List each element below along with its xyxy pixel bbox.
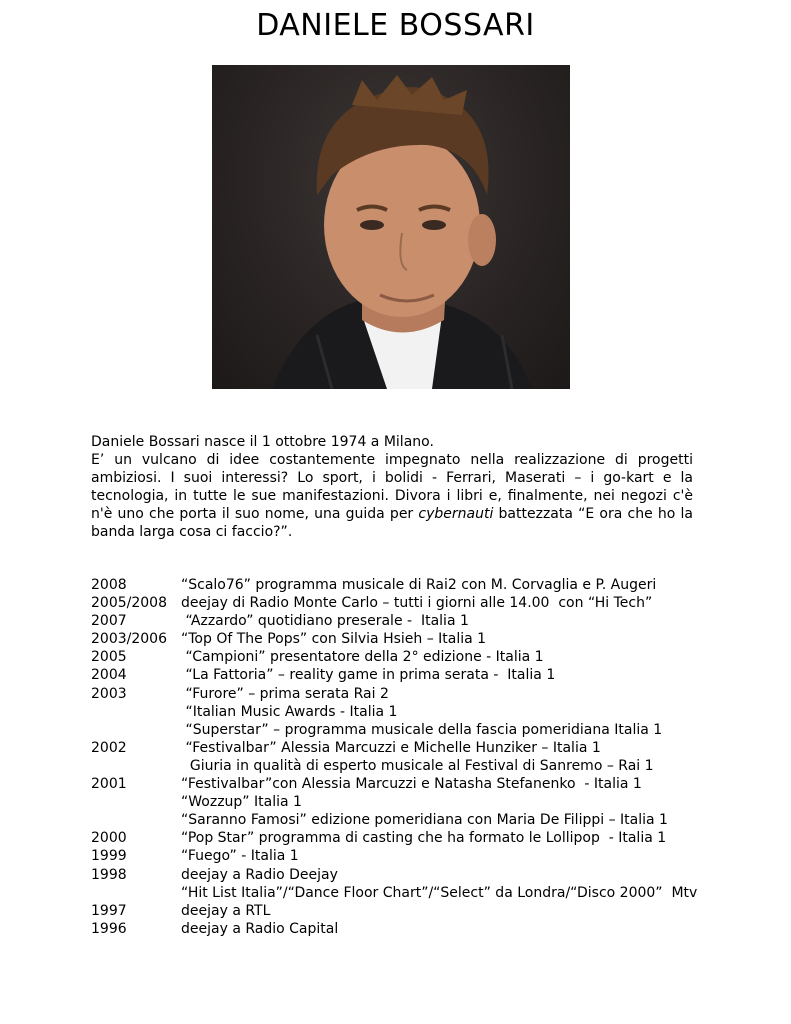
portrait-illustration xyxy=(212,65,570,389)
career-row xyxy=(91,902,731,920)
career-year: 2000 xyxy=(91,830,127,847)
career-year: 1998 xyxy=(91,866,127,883)
career-event: “Azzardo” quotidiano preserale - Italia 1 xyxy=(181,613,469,630)
career-year xyxy=(91,757,181,775)
bio-italic-word: cybernauti xyxy=(418,506,494,522)
career-event: “Fuego” - Italia 1 xyxy=(181,848,299,865)
career-event: “Wozzup” Italia 1 xyxy=(181,794,302,811)
career-year xyxy=(91,703,181,721)
career-row xyxy=(91,721,731,739)
career-row xyxy=(91,811,731,829)
career-year xyxy=(91,721,181,739)
career-year: 2005 xyxy=(91,649,127,666)
career-row xyxy=(91,775,731,793)
career-event: “Festivalbar”con Alessia Marcuzzi e Natasha Stefanenko - Italia 1 xyxy=(181,776,642,793)
career-row xyxy=(91,666,731,684)
career-year: 2003 xyxy=(91,685,127,702)
career-year xyxy=(91,793,181,811)
career-event: “Pop Star” programma di casting che ha formato le Lollipop - Italia 1 xyxy=(181,830,667,847)
career-event: deejay a Radio Deejay xyxy=(181,866,338,883)
career-event: “Top Of The Pops” con Silvia Hsieh – Italia 1 xyxy=(181,631,487,648)
career-row xyxy=(91,866,731,884)
career-year: 2001 xyxy=(91,776,127,793)
career-event: deejay di Radio Monte Carlo – tutti i giorni alle 14.00 con “Hi Tech” xyxy=(181,595,653,612)
career-row xyxy=(91,793,731,811)
career-row xyxy=(91,594,731,612)
page-title: DANIELE BOSSARI xyxy=(256,8,535,43)
career-year: 2004 xyxy=(91,667,127,684)
career-year: 1997 xyxy=(91,902,127,919)
career-event: “Superstar” – programma musicale della fascia pomeridiana Italia 1 xyxy=(181,721,663,738)
career-row xyxy=(91,703,731,721)
career-event: “Furore” – prima serata Rai 2 xyxy=(181,685,389,702)
bio-text: E’ un vulcano di idee costantemente impegnato nella realizzazione di progetti ambiziosi. I suoi interessi? Lo sport, i bolidi - Ferrari, Maserati – i go-kart e la tecnologia, in tutte le sue manifestazioni. Divora i libri e, finalmente, nei negozi c'è n'è uno che porta il suo nome, una guida per xyxy=(91,452,693,522)
career-event: deejay a RTL xyxy=(181,902,271,919)
career-year: 2002 xyxy=(91,739,127,756)
career-year: 2007 xyxy=(91,613,127,630)
career-year: 2008 xyxy=(91,577,127,593)
career-year xyxy=(91,811,181,829)
career-list xyxy=(91,576,731,938)
career-year: 1999 xyxy=(91,848,127,865)
career-row xyxy=(91,884,731,902)
career-event: deejay a Radio Capital xyxy=(181,920,339,937)
career-row xyxy=(91,829,731,847)
career-event: Giuria in qualità di esperto musicale al Festival di Sanremo – Rai 1 xyxy=(181,757,654,774)
bio-birth-line: Daniele Bossari nasce il 1 ottobre 1974 a Milano. xyxy=(91,434,434,450)
career-year: 1996 xyxy=(91,920,127,937)
career-row xyxy=(91,612,731,630)
career-row xyxy=(91,920,731,938)
career-event: “Campioni” presentatore della 2° edizione - Italia 1 xyxy=(181,649,544,666)
career-row xyxy=(91,648,731,666)
career-event: “La Fattoria” – reality game in prima serata - Italia 1 xyxy=(181,667,556,684)
bio-text-end: battezzata “E ora che ho la banda larga cosa ci faccio?”. xyxy=(91,506,694,540)
career-row xyxy=(91,757,731,775)
bio-paragraph xyxy=(91,451,693,541)
career-year xyxy=(91,884,181,902)
career-row xyxy=(91,630,731,648)
career-year: 2003/2006 xyxy=(91,631,167,648)
portrait-photo xyxy=(212,65,570,389)
biography xyxy=(91,433,693,541)
career-event: “Scalo76” programma musicale di Rai2 con M. Corvaglia e P. Augeri xyxy=(181,577,657,593)
career-row xyxy=(91,576,731,594)
career-row xyxy=(91,739,731,757)
career-event: “Hit List Italia”/“Dance Floor Chart”/“Select” da Londra/“Disco 2000” Mtv xyxy=(181,884,698,901)
career-event: “Saranno Famosi” edizione pomeridiana con Maria De Filippi – Italia 1 xyxy=(181,812,668,829)
career-row xyxy=(91,847,731,865)
career-event: “Festivalbar” Alessia Marcuzzi e Michelle Hunziker – Italia 1 xyxy=(181,739,601,756)
career-row xyxy=(91,685,731,703)
career-year: 2005/2008 xyxy=(91,595,167,612)
career-event: “Italian Music Awards - Italia 1 xyxy=(181,703,398,720)
